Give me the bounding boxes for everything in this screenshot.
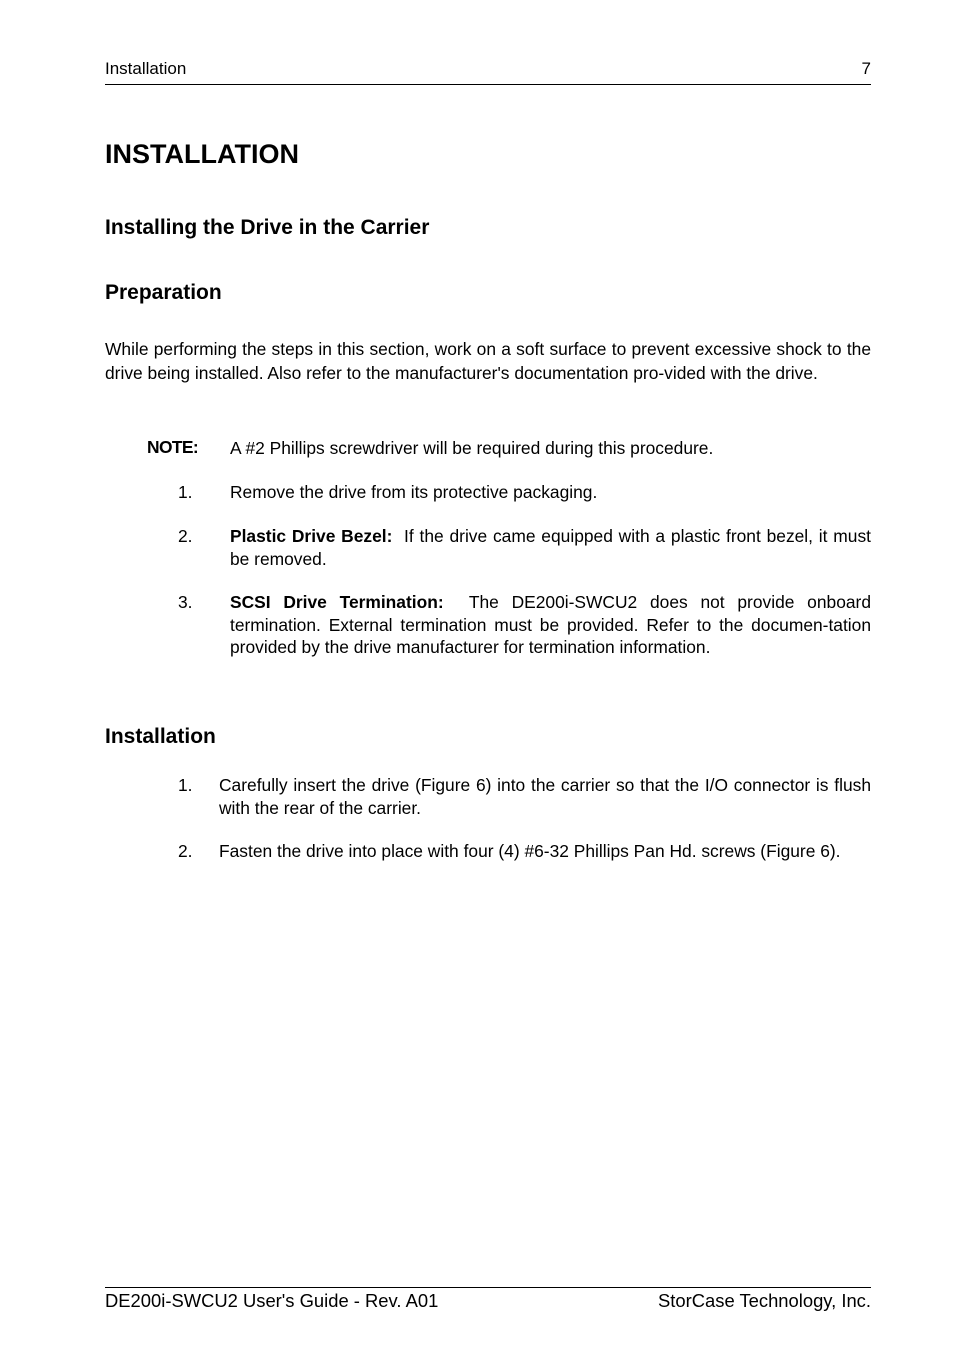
note-label: NOTE: bbox=[147, 437, 199, 457]
footer-rule bbox=[105, 1287, 871, 1288]
install-step-text: Fasten the drive into place with four (4) #6-32 Phillips Pan Hd. screws (Figure 6). bbox=[219, 841, 841, 861]
footer-document-title: DE200i-SWCU2 User's Guide - Rev. A01 bbox=[105, 1290, 439, 1311]
prep-step-bold-label: SCSI Drive Termination: bbox=[230, 592, 444, 612]
page-title: INSTALLATION bbox=[105, 139, 299, 169]
prep-step-text-body: Remove the drive from its protective packaging. bbox=[230, 482, 598, 502]
install-step-number: 1. bbox=[178, 775, 193, 795]
prep-step-number: 3. bbox=[178, 592, 193, 612]
prep-step-number: 1. bbox=[178, 482, 193, 502]
note-text: A #2 Phillips screwdriver will be required during this procedure. bbox=[230, 438, 714, 458]
prep-step-bold-label: Plastic Drive Bezel: bbox=[230, 526, 393, 546]
install-step-number: 2. bbox=[178, 841, 193, 861]
installation-heading: Installation bbox=[105, 725, 216, 748]
prep-step-text bbox=[230, 481, 871, 504]
prep-step-text bbox=[230, 591, 871, 659]
install-step-text: Carefully insert the drive (Figure 6) into the carrier so that the I/O connector is flush with the rear of the carrier. bbox=[219, 775, 871, 818]
page-number: 7 bbox=[861, 59, 871, 78]
prep-step-text bbox=[230, 525, 871, 570]
header-rule bbox=[105, 84, 871, 85]
section-heading: Installing the Drive in the Carrier bbox=[105, 216, 430, 239]
preparation-intro: While performing the steps in this section, work on a soft surface to prevent excessive shock to the drive being installed. Also refer to the manufacturer's documentation pro-vided with the drive. bbox=[105, 339, 871, 383]
prep-step-text-body: If the drive came equipped with a plastic front bezel, it must be removed. bbox=[230, 526, 871, 569]
running-header-section: Installation bbox=[105, 59, 187, 78]
prep-step-text-body: The DE200i-SWCU2 does not provide onboard termination. External termination must be provided. Refer to the documen-tation provided by the drive manufacturer for termination information. bbox=[230, 592, 871, 657]
footer-company: StorCase Technology, Inc. bbox=[658, 1290, 871, 1311]
preparation-heading: Preparation bbox=[105, 281, 222, 304]
prep-step-number: 2. bbox=[178, 526, 193, 546]
